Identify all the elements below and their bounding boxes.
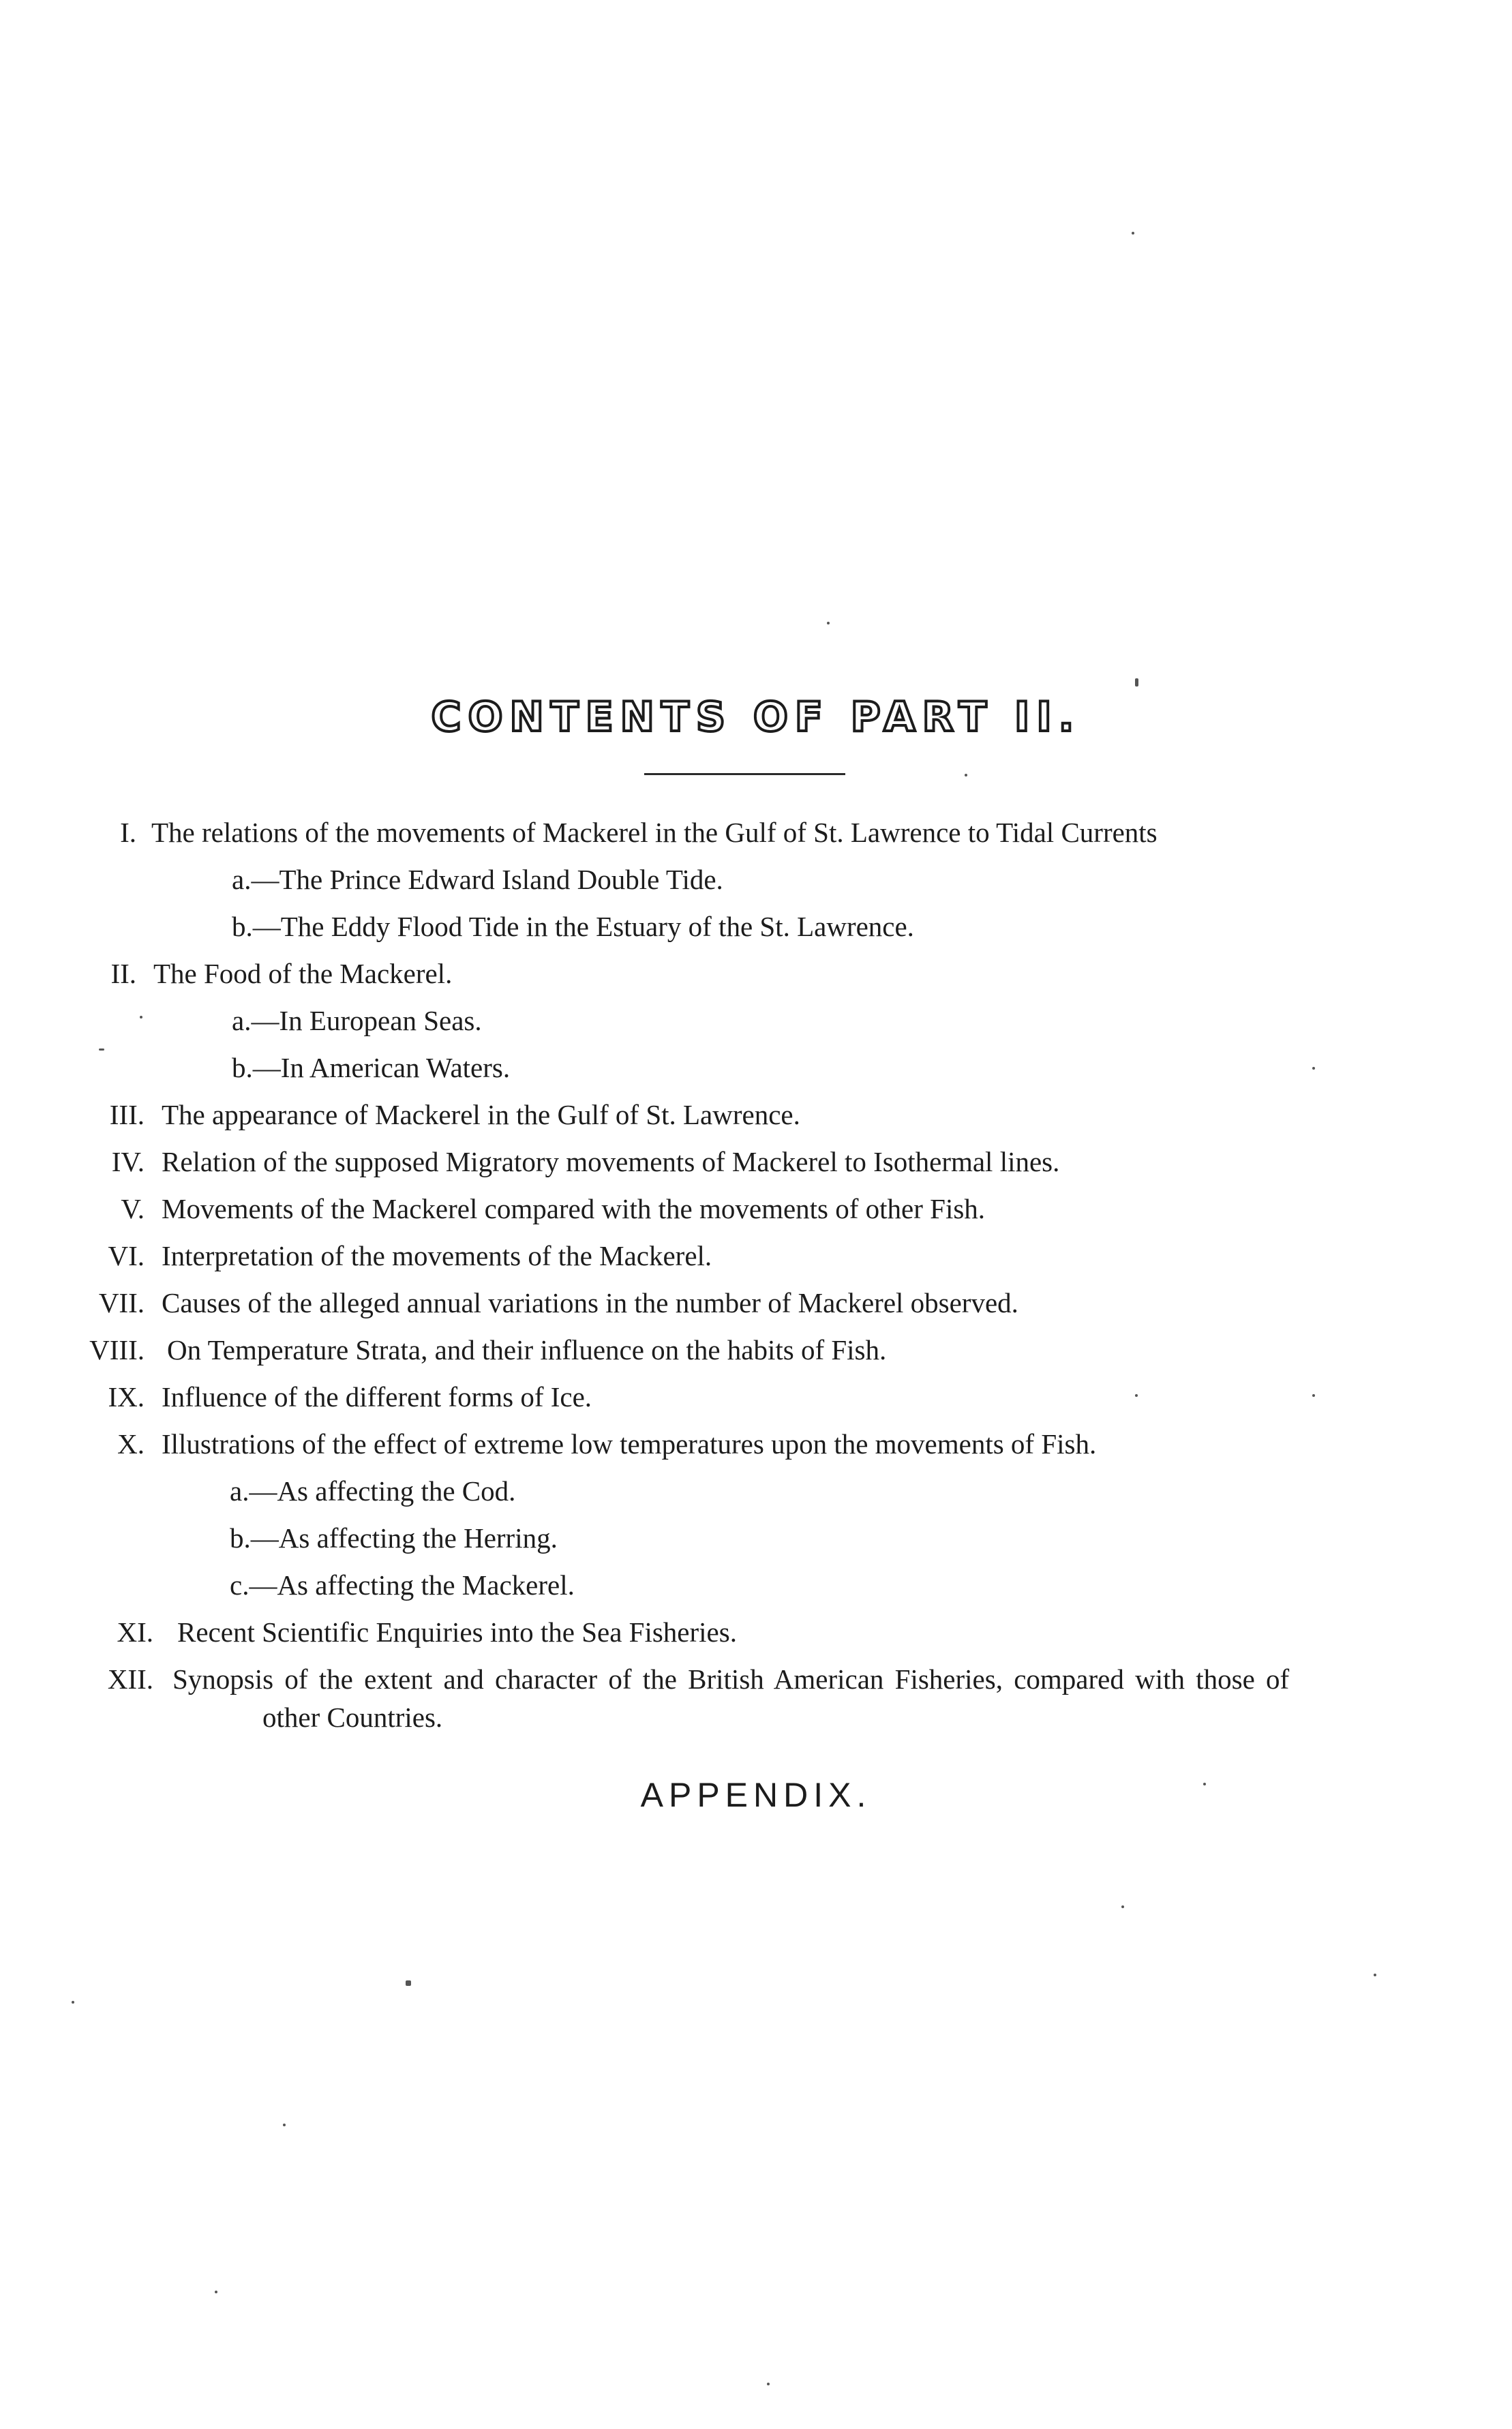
toc-entry-number: III.: [109, 1099, 145, 1130]
toc-subentry-text: a.—As affecting the Cod.: [230, 1475, 516, 1507]
toc-entry-number: VII.: [98, 1287, 145, 1318]
appendix-heading: APPENDIX.: [640, 1776, 872, 1814]
toc-subentry-text: a.—In European Seas.: [232, 1005, 482, 1036]
heading-rule: [644, 773, 845, 775]
scan-speck: [1121, 1905, 1124, 1908]
toc-entry-text: The relations of the movements of Mackerel in the Gulf of St. Lawrence to Tidal Currents: [151, 817, 1158, 848]
toc-entry-number: IV.: [111, 1146, 145, 1177]
toc-entry-number: I.: [120, 817, 136, 848]
toc-entry-number: XII.: [107, 1663, 153, 1695]
toc-entry-text: Synopsis of the extent and character of the British American Fisheries, compared with those of: [172, 1663, 1290, 1695]
toc-entry-text: The Food of the Mackerel.: [153, 958, 453, 989]
contents-heading: CONTENTS OF PART II.: [431, 693, 1081, 741]
scan-speck: [827, 622, 830, 624]
toc-entry-text: On Temperature Strata, and their influence on the habits of Fish.: [167, 1334, 887, 1366]
scan-speck: [1203, 1783, 1206, 1785]
scan-speck: [965, 774, 967, 776]
scan-speck: [1135, 678, 1138, 687]
toc-entry-text: Interpretation of the movements of the Mackerel.: [162, 1240, 712, 1271]
toc-entry-number: VIII.: [89, 1334, 145, 1366]
toc-entry-number: IX.: [108, 1381, 145, 1413]
toc-subentry-text: b.—The Eddy Flood Tide in the Estuary of the St. Lawrence.: [232, 911, 914, 942]
toc-subentry-text: a.—The Prince Edward Island Double Tide.: [232, 864, 723, 895]
scan-speck: [215, 2291, 217, 2293]
scan-speck: [283, 2124, 286, 2126]
toc-entry-text: The appearance of Mackerel in the Gulf of St. Lawrence.: [162, 1099, 800, 1130]
scan-speck: [1312, 1067, 1315, 1070]
toc-entry-text: Recent Scientific Enquiries into the Sea Fisheries.: [177, 1616, 737, 1648]
toc-subentry-text: b.—As affecting the Herring.: [230, 1522, 558, 1554]
toc-subentry-text: b.—In American Waters.: [232, 1052, 511, 1083]
toc-entry-number: XI.: [117, 1616, 153, 1648]
toc-entry-text: Movements of the Mackerel compared with the movements of other Fish.: [162, 1193, 986, 1224]
toc-entry-text: Influence of the different forms of Ice.: [162, 1381, 592, 1413]
scan-speck: [1132, 232, 1134, 235]
scan-speck: [406, 1980, 411, 1986]
scan-speck: [1374, 1974, 1376, 1976]
toc-entry-number: VI.: [108, 1240, 145, 1271]
toc-entry-number: V.: [121, 1193, 145, 1224]
scan-speck: [72, 2001, 74, 2004]
scan-speck: [767, 2383, 770, 2385]
scan-speck: [1135, 1394, 1138, 1397]
toc-entry-text: Relation of the supposed Migratory movements of Mackerel to Isothermal lines.: [162, 1146, 1060, 1177]
toc-entry-number: II.: [110, 958, 136, 989]
toc-entry-text: other Countries.: [262, 1702, 443, 1733]
scan-speck: [140, 1016, 142, 1019]
scan-speck: [99, 1048, 104, 1051]
scan-speck: [1312, 1394, 1315, 1397]
toc-subentry-text: c.—As affecting the Mackerel.: [230, 1569, 575, 1601]
toc-entry-text: Causes of the alleged annual variations in the number of Mackerel observed.: [162, 1287, 1018, 1318]
toc-entry-number: X.: [117, 1428, 145, 1460]
toc-entry-text: Illustrations of the effect of extreme low temperatures upon the movements of Fish.: [162, 1428, 1097, 1460]
